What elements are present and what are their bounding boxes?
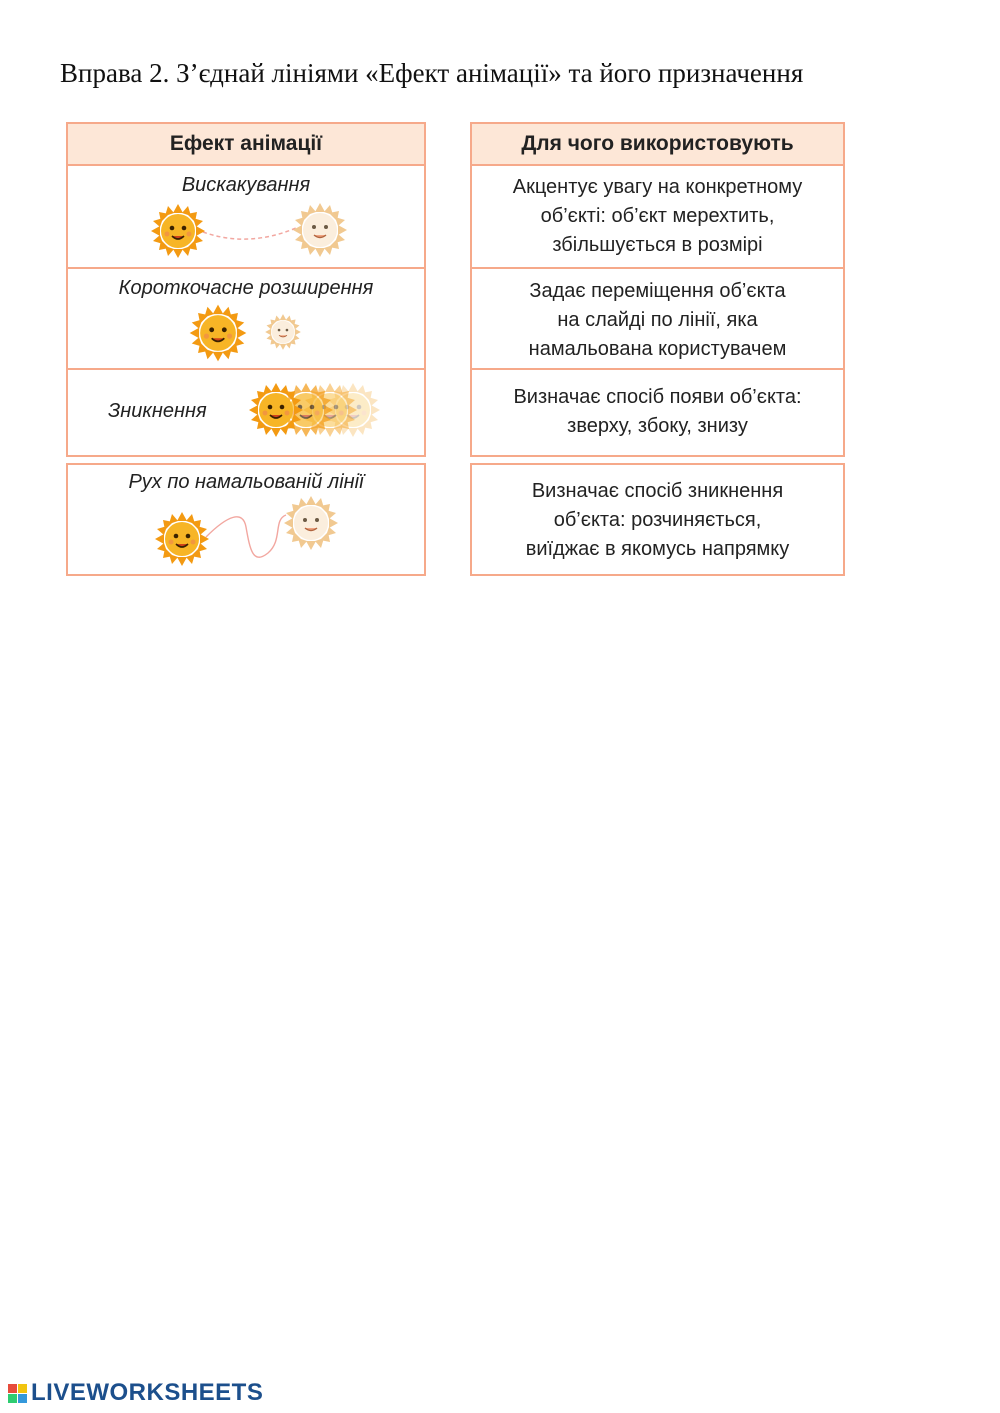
purpose-text: Визначає спосіб зникнення об’єкта: розчиняється, виїджає в якомусь напрямку — [525, 480, 790, 560]
sun-fade-illustration — [68, 370, 428, 457]
purpose-cell-emphasis[interactable] — [470, 166, 845, 269]
effects-table — [66, 122, 426, 576]
effect-label: Вискакування — [181, 174, 311, 196]
effect-cell-pulse[interactable] — [66, 269, 426, 370]
liveworksheets-logo — [8, 1379, 263, 1407]
sun-pulse-illustration — [68, 269, 428, 370]
effects-header: Ефект анімації — [66, 122, 426, 166]
effect-label: Зникнення — [108, 400, 207, 422]
effect-label: Короткочасне розширення — [118, 277, 374, 299]
effect-label: Рух по намальованій лінії — [128, 471, 364, 493]
effect-cell-pop[interactable] — [66, 166, 426, 269]
sun-pop-illustration — [68, 166, 428, 269]
exercise-title: Вправа 2. З’єднай лініями «Ефект анімації» та його призначення — [60, 58, 804, 88]
logo-grid-icon — [8, 1384, 27, 1403]
purpose-text: Задає переміщення об’єкта на слайді по лінії, яка намальована користувачем — [528, 280, 787, 360]
purpose-cell-motion[interactable] — [470, 269, 845, 370]
purpose-header: Для чого використовують — [470, 122, 845, 166]
effect-cell-motion-path[interactable] — [66, 463, 426, 576]
purpose-text: Акцентує увагу на конкретному об’єкті: об’єкт мерехтить, збільшується в розмірі — [512, 176, 803, 256]
purpose-table — [470, 122, 845, 576]
brand-name: LIVEWORKSHEETS — [31, 1379, 264, 1406]
purpose-text: Визначає спосіб появи об’єкта: зверху, збоку, знизу — [513, 386, 802, 437]
effect-cell-disappear[interactable] — [66, 370, 426, 457]
purpose-cell-entrance[interactable] — [470, 370, 845, 457]
sun-path-illustration — [68, 465, 428, 578]
purpose-cell-exit[interactable] — [470, 463, 845, 576]
